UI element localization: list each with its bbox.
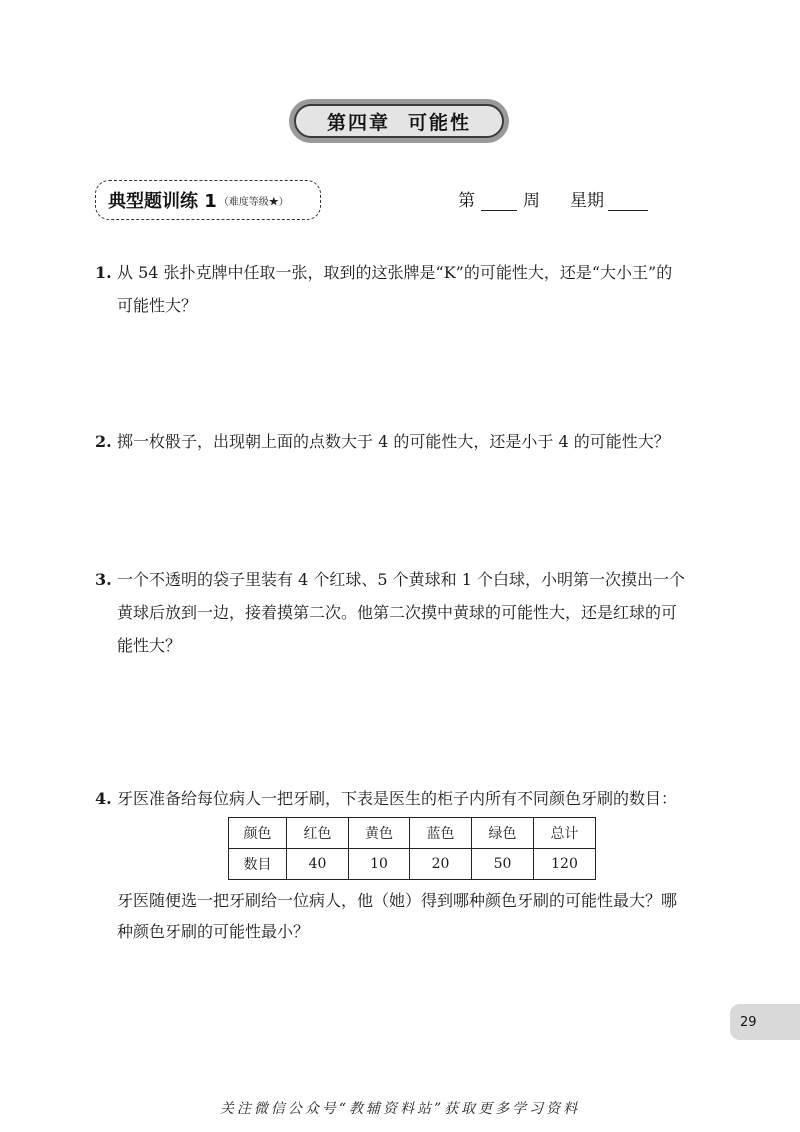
question-1 (95, 256, 715, 322)
table-cell: 红色 (287, 818, 349, 849)
table-cell: 蓝色 (410, 818, 472, 849)
chapter-title (294, 104, 504, 138)
chapter-name: 可能性 (408, 111, 472, 134)
question-text: 种颜色牙刷的可能性最小？ (117, 922, 310, 941)
week-day-line (458, 186, 648, 211)
day-blank[interactable] (608, 190, 648, 211)
table-row (229, 849, 596, 880)
question-number: 4. (95, 789, 112, 808)
question-2 (95, 425, 715, 458)
footer-note: 关注微信公众号“教辅资料站”获取更多学习资料 (219, 1101, 581, 1117)
chapter-banner (289, 99, 509, 143)
question-number: 3. (95, 570, 112, 589)
chapter-number: 第四章 (326, 111, 390, 134)
table-header-row (229, 818, 596, 849)
table-cell: 120 (534, 849, 596, 880)
difficulty-label: （难度等级★） (218, 196, 289, 208)
table-cell: 10 (349, 849, 410, 880)
table-cell: 绿色 (472, 818, 534, 849)
question-3 (95, 563, 715, 662)
table-cell: 20 (410, 849, 472, 880)
table-cell: 40 (287, 849, 349, 880)
exercise-heading (95, 180, 321, 220)
week-suffix: 周 (523, 191, 540, 211)
question-text: 可能性大？ (117, 296, 198, 315)
question-text: 从 54 张扑克牌中任取一张，取到的这张牌是“K”的可能性大，还是“大小王”的 (117, 263, 673, 282)
question-number: 2. (95, 432, 112, 451)
question-4-followup (117, 885, 717, 947)
table-cell: 黄色 (349, 818, 410, 849)
table-cell: 总计 (534, 818, 596, 849)
question-text: 能性大？ (117, 636, 182, 655)
question-number: 1. (95, 263, 112, 282)
question-text: 黄球后放到一边，接着摸第二次。他第二次摸中黄球的可能性大，还是红球的可 (117, 603, 678, 622)
page-number: 29 (740, 1014, 757, 1030)
exercise-title: 典型题训练 1 (108, 191, 217, 212)
toothbrush-table (228, 817, 596, 880)
table-cell: 颜色 (229, 818, 287, 849)
page-number-tab (730, 1004, 800, 1040)
question-4 (95, 782, 715, 815)
question-text: 牙医随便选一把牙刷给一位病人，他（她）得到哪种颜色牙刷的可能性最大？哪 (117, 891, 678, 910)
question-text: 一个不透明的袋子里装有 4 个红球、5 个黄球和 1 个白球，小明第一次摸出一个 (117, 570, 685, 589)
question-text: 掷一枚骰子，出现朝上面的点数大于 4 的可能性大，还是小于 4 的可能性大？ (117, 432, 670, 451)
table-cell: 数目 (229, 849, 287, 880)
week-blank[interactable] (481, 190, 517, 211)
question-text: 牙医准备给每位病人一把牙刷，下表是医生的柜子内所有不同颜色牙刷的数目： (117, 789, 678, 808)
table-cell: 50 (472, 849, 534, 880)
day-label: 星期 (570, 191, 604, 211)
week-prefix: 第 (458, 191, 475, 211)
